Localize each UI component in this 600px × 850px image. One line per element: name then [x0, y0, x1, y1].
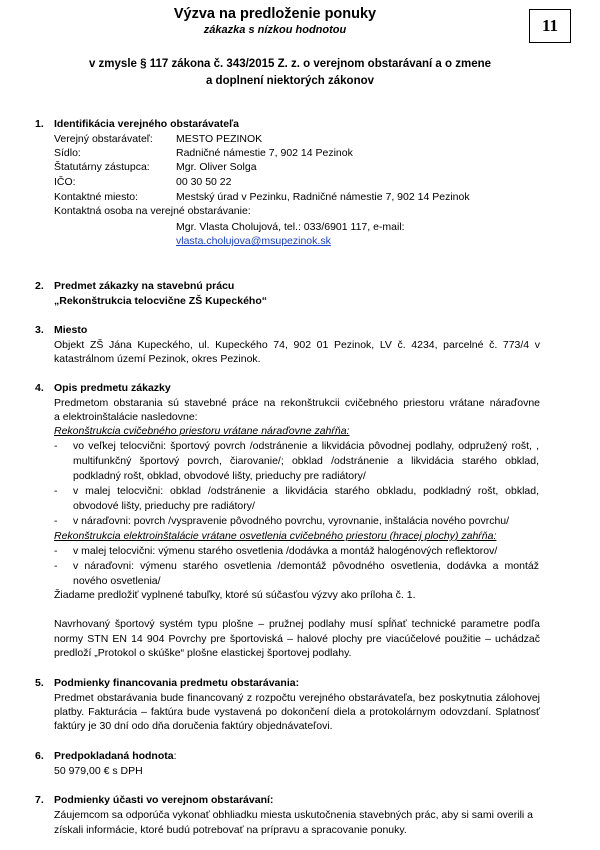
description-paragraph: predloží „Protokol o skúške“ plošne elastickej športovej podlahy.: [54, 647, 352, 659]
list-item-text: v náraďovni: výmenu starého osvetlenia /demontáž pôvodného osvetlenia, dodávka a montáž: [73, 560, 539, 572]
location-text: Objekt ZŠ Jána Kupeckého, ul. Kupeckého 74, 902 01 Pezinok, LV č. 4234, parcelné č. 773/4 v: [54, 339, 540, 351]
field-label-ico: IČO:: [54, 176, 76, 188]
field-value-contact-person: Mgr. Vlasta Cholujová, tel.: 033/6901 117, e-mail:: [176, 221, 405, 233]
field-label-contact-place: Kontaktné miesto:: [54, 191, 139, 203]
participation-text: Záujemcom sa odporúča vykonať obhliadku miesta uskutočnenia stavebných prác, aby si sami overili a: [54, 809, 534, 821]
section-number: 6.: [35, 750, 44, 762]
section-number: 3.: [35, 324, 44, 336]
document-title: Výzva na predloženie ponuky: [173, 6, 377, 22]
list-item-text: v náraďovni: povrch /vyspravenie pôvodného povrchu, vyrovnanie, inštalácia nového povrchu/: [73, 515, 510, 527]
legal-basis-line: v zmysle § 117 zákona č. 343/2015 Z. z. o verejnom obstarávaní a o zmene: [88, 58, 492, 70]
bullet-marker: -: [54, 545, 58, 557]
field-value-contact-place: Mestský úrad v Pezinku, Radničné námestie 7, 902 14 Pezinok: [176, 191, 470, 203]
financing-text: faktúry je 30 dní odo dňa doručenia faktúry objednávateľovi.: [54, 720, 333, 732]
legal-basis-line: a doplnení niektorých zákonov: [205, 75, 375, 87]
attachment-note: Žiadame predložiť vyplnené tabuľky, ktoré sú súčasťou výzvy ako príloha č. 1.: [54, 589, 416, 601]
section-number: 7.: [35, 794, 44, 806]
list-item-text: vo veľkej telocvični: športový povrch /odstránenie a likvidácia pôvodnej podlahy, odpružený rošt, ,: [73, 440, 539, 452]
list-item-text: v malej telocvični: výmenu starého osvetlenia /dodávka a montáž halogénových reflektorov/: [73, 545, 498, 557]
section-heading-location: Miesto: [54, 324, 88, 336]
financing-text: Predmet obstarávania bude financovaný z rozpočtu verejného obstarávateľa, bez poskytnutia zálohovej: [54, 692, 540, 704]
field-label-seat: Sídlo:: [54, 147, 81, 159]
description-paragraph: Navrhovaný športový systém typu plošne – pružnej podlahy musí spĺňať technické parametre podľa: [54, 618, 540, 630]
field-value-contracting-authority: MESTO PEZINOK: [176, 133, 263, 145]
list-item-text: podkladný rošt, obklad, obvodové lišty, prieduchy pre radiátory/: [73, 470, 366, 482]
section-heading-participation: Podmienky účasti vo verejnom obstarávaní:: [54, 794, 274, 806]
legal-basis: [40, 56, 540, 90]
description-text: a elektroinštalácie nasledovne:: [54, 411, 198, 423]
financing-text: platby. Fakturácia – faktúra bude vystavená po dokončení diela a protokolárnym odovzdaní. Splatnosť: [54, 706, 540, 718]
description-text: Predmetom obstarania sú stavebné práce na rekonštrukcii cvičebného priestoru vrátane náraďovne: [54, 397, 540, 409]
estimated-value: 50 979,00 € s DPH: [54, 765, 143, 777]
field-label-representative: Štatutárny zástupca:: [54, 161, 150, 173]
bullet-marker: -: [54, 440, 58, 452]
subsection-heading-electrical: Rekonštrukcia elektroinštalácie vrátane osvetlenia cvičebného priestoru (hracej plochy) zahŕňa:: [54, 530, 497, 542]
list-item-text: v malej telocvični: obklad /odstránenie a likvidácia starého obkladu, podkladný rošt, obklad,: [73, 485, 539, 497]
contract-subject: „Rekonštrukcia telocvične ZŠ Kupeckého“: [54, 295, 267, 307]
section-heading-estimated-value: [54, 749, 177, 763]
field-label-contact-person: Kontaktná osoba na verejné obstarávanie:: [54, 205, 251, 217]
section-number: 5.: [35, 677, 44, 689]
field-value-representative: Mgr. Oliver Solga: [176, 161, 257, 173]
field-value-ico: 00 30 50 22: [176, 176, 232, 188]
participation-text: získali informácie, ktoré budú potrebovať na prípravu a spracovanie ponuky.: [54, 824, 407, 836]
email-link[interactable]: vlasta.cholujova@msupezinok.sk: [176, 235, 331, 247]
section-number: 2.: [35, 280, 44, 292]
section-heading-subject: Predmet zákazky na stavebnú prácu: [54, 280, 235, 292]
list-item-text: multifunkčný športový povrch, čiarovanie/; obklad /odstránenie a likvidácia starého obklad,: [73, 455, 539, 467]
section-number: 4.: [35, 382, 44, 394]
section-heading-financing: Podmienky financovania predmetu obstarávania:: [54, 677, 300, 689]
subsection-heading-gym: Rekonštrukcia cvičebného priestoru vrátane náraďovne zahŕňa:: [54, 425, 350, 437]
list-item-text: obvodové lišty, prieduchy pre radiátory/: [73, 500, 255, 512]
list-item-text: nového osvetlenia/: [73, 575, 161, 587]
section-heading-estimated-value-text: Predpokladaná hodnota: [54, 750, 174, 762]
section-heading-description: Opis predmetu zákazky: [54, 382, 171, 394]
bullet-marker: -: [54, 515, 58, 527]
section-number: 1.: [35, 118, 44, 130]
document-subtitle: zákazka s nízkou hodnotou: [203, 24, 347, 36]
page-number-box: 11: [529, 9, 571, 43]
field-value-seat: Radničné námestie 7, 902 14 Pezinok: [176, 147, 353, 159]
bullet-marker: -: [54, 485, 58, 497]
location-text: katastrálnom území Pezinok, okres Pezinok.: [54, 353, 261, 365]
heading-colon: :: [173, 750, 177, 762]
bullet-marker: -: [54, 560, 58, 572]
field-label-contracting-authority: Verejný obstarávateľ:: [54, 133, 153, 145]
description-paragraph: normy STN EN 14 904 Povrchy pre športoviská – halové plochy pre viacúčelové použitie – uchádzač: [54, 633, 540, 645]
section-heading-identification: Identifikácia verejného obstarávateľa: [54, 118, 239, 130]
